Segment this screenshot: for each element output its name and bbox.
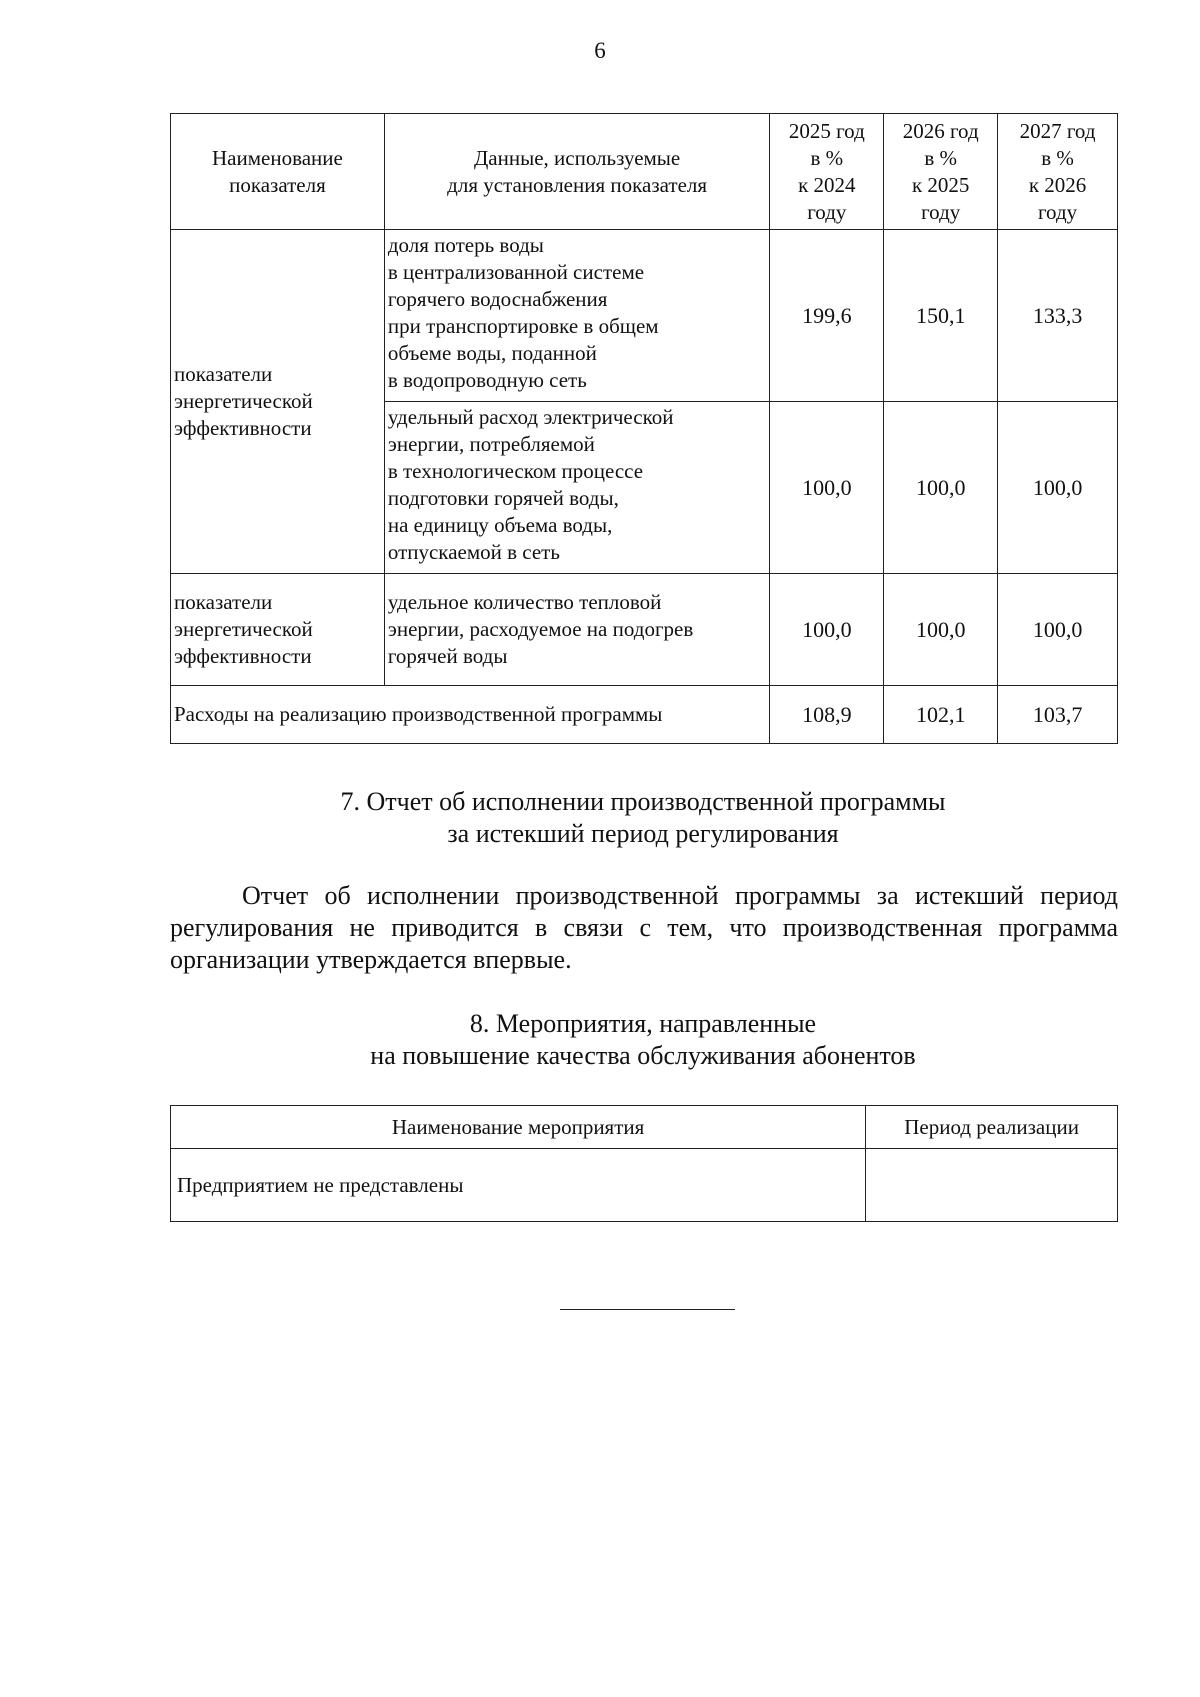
expenses-row bbox=[171, 686, 1118, 744]
heading-line: 7. Отчет об исполнении производственной программы bbox=[340, 787, 946, 816]
cell-text: энергетической bbox=[174, 617, 313, 641]
header-indicator-data bbox=[384, 114, 770, 230]
header-text: 2025 год bbox=[788, 118, 865, 143]
value-2025: 100,0 bbox=[770, 402, 884, 574]
cell-text: энергии, расходуемое на подогрев bbox=[387, 617, 694, 641]
cell-text: эффективности bbox=[174, 416, 312, 440]
heading-line: на повышение качества обслуживания абонентов bbox=[370, 1041, 916, 1070]
indicator-data-cell bbox=[384, 402, 770, 574]
value-2027: 103,7 bbox=[998, 686, 1118, 744]
value-2025: 199,6 bbox=[770, 230, 884, 402]
header-text: Данные, используемые bbox=[473, 145, 681, 170]
header-text: году bbox=[807, 199, 847, 224]
paragraph-text: Отчет об исполнении производственной программы за истекший период регулирования не приводится в связи с тем, что производственная программа организации утверждается впервые. bbox=[170, 881, 1118, 974]
header-2027 bbox=[998, 114, 1118, 230]
header-measure-period: Период реализации bbox=[866, 1106, 1118, 1149]
header-text: Наименование bbox=[212, 145, 343, 170]
expenses-label: Расходы на реализацию производственной программы bbox=[171, 686, 770, 744]
value-2026: 102,1 bbox=[884, 686, 998, 744]
cell-text: эффективности bbox=[174, 644, 312, 668]
header-text: году bbox=[1037, 199, 1078, 224]
header-text: году bbox=[921, 199, 961, 224]
header-text: к 2025 bbox=[911, 172, 970, 197]
cell-text: на единицу объема воды, bbox=[387, 513, 613, 537]
cell-text: объеме воды, поданной bbox=[387, 341, 597, 365]
header-text: для установления показателя bbox=[447, 172, 708, 197]
page-number: 6 bbox=[594, 38, 606, 63]
cell-text: доля потерь воды bbox=[387, 233, 544, 257]
cell-text: при транспортировке в общем bbox=[387, 314, 659, 338]
heading-line: за истекший период регулирования bbox=[447, 819, 839, 848]
cell-text: отпускаемой в сеть bbox=[387, 540, 560, 564]
header-indicator-name bbox=[171, 114, 385, 230]
header-text: 2026 год bbox=[902, 118, 979, 143]
indicators-table bbox=[170, 113, 1118, 744]
measures-header-row bbox=[171, 1106, 1118, 1149]
cell-text: энергии, потребляемой bbox=[387, 432, 595, 456]
value-2027: 100,0 bbox=[998, 402, 1118, 574]
cell-text: показатели bbox=[174, 590, 273, 614]
cell-text: в централизованной системе bbox=[387, 260, 645, 284]
section-7-title bbox=[0, 786, 1200, 850]
measure-name-cell: Предприятием не представлены bbox=[171, 1149, 866, 1222]
cell-text: горячей воды bbox=[387, 644, 508, 668]
indicators-header-row bbox=[171, 114, 1118, 230]
indicator-group-name bbox=[171, 230, 385, 574]
cell-text: удельное количество тепловой bbox=[387, 590, 662, 614]
section-8-title bbox=[0, 1008, 1200, 1072]
header-2025 bbox=[770, 114, 884, 230]
cell-text: в технологическом процессе bbox=[387, 459, 644, 483]
value-2025: 100,0 bbox=[770, 574, 884, 686]
header-text: в % bbox=[810, 145, 844, 170]
header-text: к 2024 bbox=[798, 172, 856, 197]
value-2026: 150,1 bbox=[884, 230, 998, 402]
cell-text: энергетической bbox=[174, 389, 313, 413]
value-2025: 108,9 bbox=[770, 686, 884, 744]
header-text: к 2026 bbox=[1028, 172, 1087, 197]
section-7-paragraph bbox=[170, 880, 1118, 976]
value-2027: 133,3 bbox=[998, 230, 1118, 402]
value-2026: 100,0 bbox=[884, 574, 998, 686]
cell-text: удельный расход электрической bbox=[387, 405, 674, 429]
header-text: в % bbox=[924, 145, 958, 170]
cell-text: показатели bbox=[174, 362, 273, 386]
cell-text: подготовки горячей воды, bbox=[387, 486, 619, 510]
table-row bbox=[171, 574, 1118, 686]
indicator-data-cell bbox=[384, 230, 770, 402]
heading-line: 8. Мероприятия, направленные bbox=[469, 1009, 817, 1038]
header-text: 2027 год bbox=[1019, 118, 1096, 143]
cell-text: в водопроводную сеть bbox=[387, 368, 587, 392]
header-text: в % bbox=[1041, 145, 1074, 170]
value-2026: 100,0 bbox=[884, 402, 998, 574]
measure-period-cell bbox=[866, 1149, 1118, 1222]
header-text: показателя bbox=[229, 172, 326, 197]
table-row bbox=[171, 230, 1118, 402]
end-separator-line bbox=[560, 1309, 735, 1310]
cell-text: горячего водоснабжения bbox=[387, 287, 608, 311]
indicator-group-name bbox=[171, 574, 385, 686]
measures-table bbox=[170, 1105, 1118, 1222]
table-row bbox=[171, 1149, 1118, 1222]
value-2027: 100,0 bbox=[998, 574, 1118, 686]
indicator-data-cell bbox=[384, 574, 770, 686]
header-2026 bbox=[884, 114, 998, 230]
header-measure-name: Наименование мероприятия bbox=[171, 1106, 866, 1149]
